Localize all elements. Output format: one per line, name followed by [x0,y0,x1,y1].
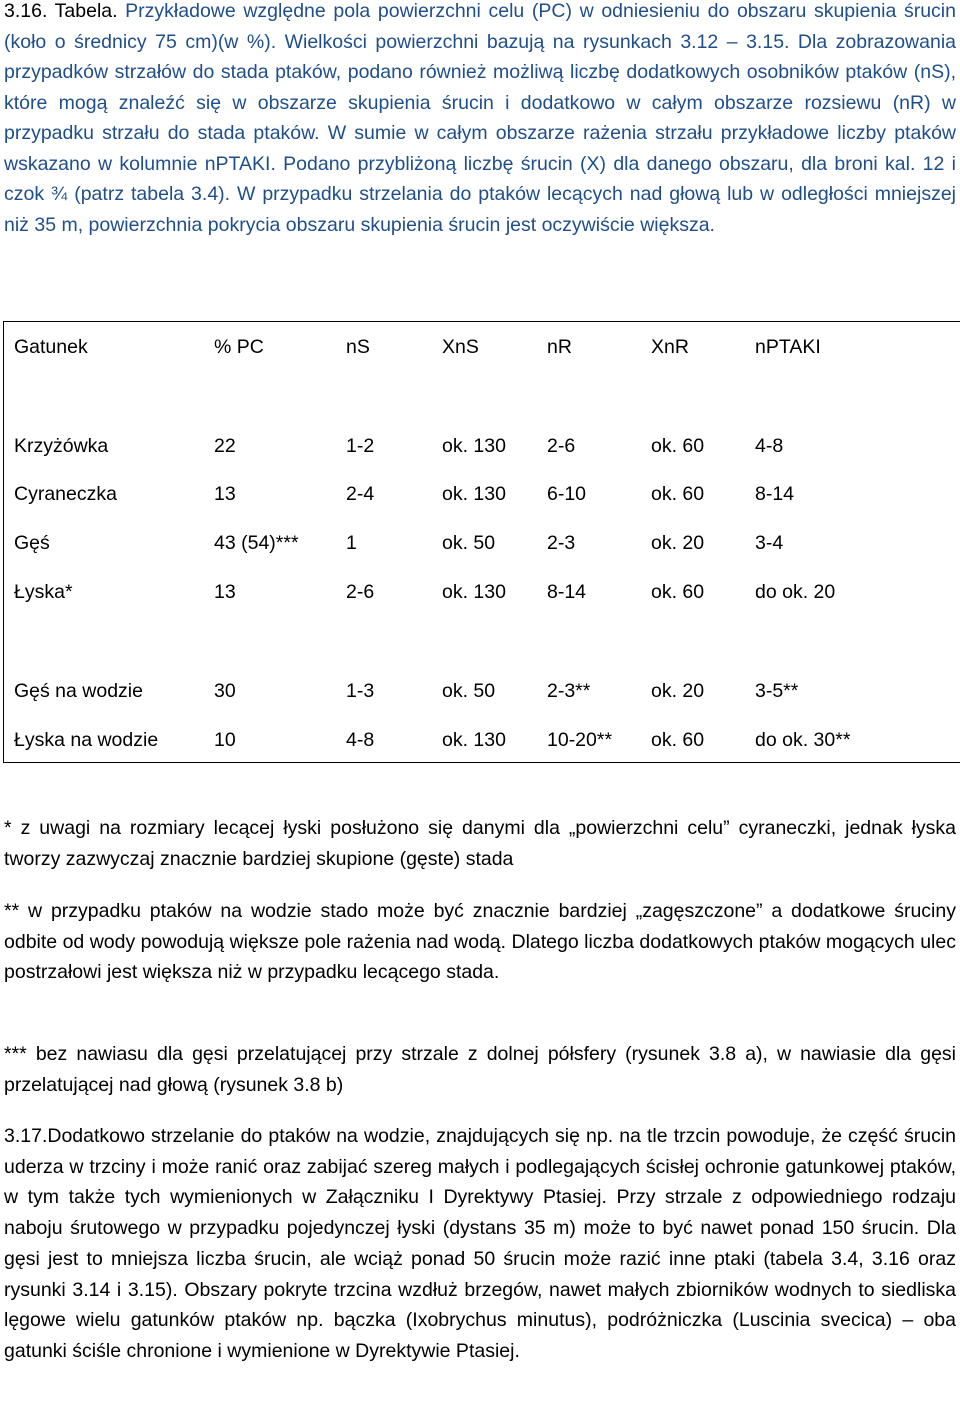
cell-xnr: ok. 60 [651,483,705,505]
cell-nptaki: 3-5** [755,680,799,702]
cell-nr: 2-3** [547,680,591,702]
section-paragraph [4,1121,956,1367]
header-nr: nR [547,336,572,358]
cell-species: Krzyżówka [14,435,109,457]
cell-nptaki: do ok. 20 [755,581,836,603]
cell-xns: ok. 130 [442,581,506,603]
cell-xns: ok. 50 [442,680,496,702]
cell-xnr: ok. 60 [651,581,705,603]
header-nptaki: nPTAKI [755,336,821,358]
footnote-triple-star: *** bez nawiasu dla gęsi przelatującej przy strzale z dolnej półsfery (rysunek 3.8 a), w nawiasie dla gęsi przelatującej nad głową (rysunek 3.8 b) [4,1043,956,1096]
section-text: Dodatkowo strzelanie do ptaków na wodzie, znajdujących się np. na tle trzcin powoduje, że część śrucin uderza w trzciny i może ranić oraz zabijać szereg małych i podlegających ścisłej ochronie gatunkowej ptaków, w tym także tych wymienionych w Załączniku I Dyrektywy Ptasiej. Przy strzale z odpowiedniego rodzaju naboju śrutowego w przypadku pojedynczej łyski (dystans 35 m) może to być nawet ponad 150 śrucin. Dla gęsi jest to mniejsza liczba śrucin, ale wciąż ponad 50 śrucin może razić inne ptaki (tabela 3.4, 3.16 oraz rysunki 3.14 i 3.15). Obszary pokryte trzcina wzdłuż brzegów, nawet małych zbiorników wodnych to siedliska lęgowe wielu gatunków ptaków np. bączka (Ixobrychus minutus), podróżniczka (Luscinia svecica) – oba gatunki ściśle chronione i wymienione w Dyrektywie Ptasiej. [4,1125,956,1362]
cell-xnr: ok. 60 [651,729,705,751]
cell-pc: 22 [214,435,236,457]
cell-species: Cyraneczka [14,483,117,505]
table-caption [4,0,956,240]
header-xnr: XnR [651,336,689,358]
cell-ns: 4-8 [346,729,375,751]
cell-species: Łyska na wodzie [14,729,159,751]
header-ns: nS [346,336,370,358]
caption-text: Przykładowe względne pola powierzchni celu (PC) w odniesieniu do obszaru skupienia śrucin (koło o średnicy 75 cm)(w %). Wielkości powierzchni bazują na rysunkach 3.12 – 3.15. Dla zobrazowania przypadków strzałów do stada ptaków, podano również możliwą liczbę dodatkowych osobników ptaków (nS), które mogą znaleźć się w obszarze skupienia śrucin i dodatkowo w całym obszarze rozsiewu (nR) w przypadku strzału do stada ptaków. W sumie w całym obszarze rażenia strzału przykładowe liczby ptaków wskazano w kolumnie nPTAKI. Podano przybliżoną liczbę śrucin (X) dla danego obszaru, dla broni kal. 12 i czok ¾ (patrz tabela 3.4). W przypadku strzelania do ptaków lecących nad głową lub w odległości mniejszej niż 35 m, powierzchnia pokrycia obszaru skupienia śrucin jest oczywiście większa. [4,0,956,236]
cell-ns: 1-2 [346,435,375,457]
cell-ns: 1 [346,532,357,554]
cell-pc: 10 [214,729,236,751]
footnote-double-star: ** w przypadku ptaków na wodzie stado może być znacznie bardziej „zagęszczone” a dodatkowe śruciny odbite od wody powodują większe pole rażenia nad wodą. Dlatego liczba dodatkowych ptaków mogących ulec postrzałowi jest większa niż w przypadku lecącego stada. [4,900,956,983]
data-table [3,321,960,763]
cell-species: Łyska* [14,581,73,603]
cell-nr: 10-20** [547,729,613,751]
cell-pc: 43 (54)*** [214,532,299,554]
caption-prefix: 3.16. Tabela. [4,0,126,22]
cell-nptaki: 3-4 [755,532,784,554]
cell-nptaki: do ok. 30** [755,729,851,751]
cell-species: Gęś [14,532,50,554]
cell-nr: 2-3 [547,532,576,554]
cell-pc: 13 [214,581,236,603]
footnote-single-star: * z uwagi na rozmiary lecącej łyski posłużono się danymi dla „powierzchni celu” cyraneczki, jednak łyska tworzy zazwyczaj znacznie bardziej skupione (gęste) stada [4,817,956,870]
cell-xnr: ok. 20 [651,680,705,702]
cell-nr: 8-14 [547,581,587,603]
cell-nr: 6-10 [547,483,587,505]
cell-xnr: ok. 60 [651,435,705,457]
cell-species: Gęś na wodzie [14,680,143,702]
header-xns: XnS [442,336,479,358]
cell-xnr: ok. 20 [651,532,705,554]
cell-ns: 2-4 [346,483,375,505]
cell-pc: 13 [214,483,236,505]
header-pc: % PC [214,336,264,358]
cell-pc: 30 [214,680,236,702]
cell-xns: ok. 130 [442,483,506,505]
cell-ns: 1-3 [346,680,375,702]
cell-xns: ok. 130 [442,729,506,751]
cell-nptaki: 4-8 [755,435,784,457]
cell-xns: ok. 50 [442,532,496,554]
cell-nptaki: 8-14 [755,483,795,505]
section-number: 3.17. [4,1125,48,1147]
header-gatunek: Gatunek [14,336,88,358]
cell-xns: ok. 130 [442,435,506,457]
cell-ns: 2-6 [346,581,375,603]
cell-nr: 2-6 [547,435,576,457]
